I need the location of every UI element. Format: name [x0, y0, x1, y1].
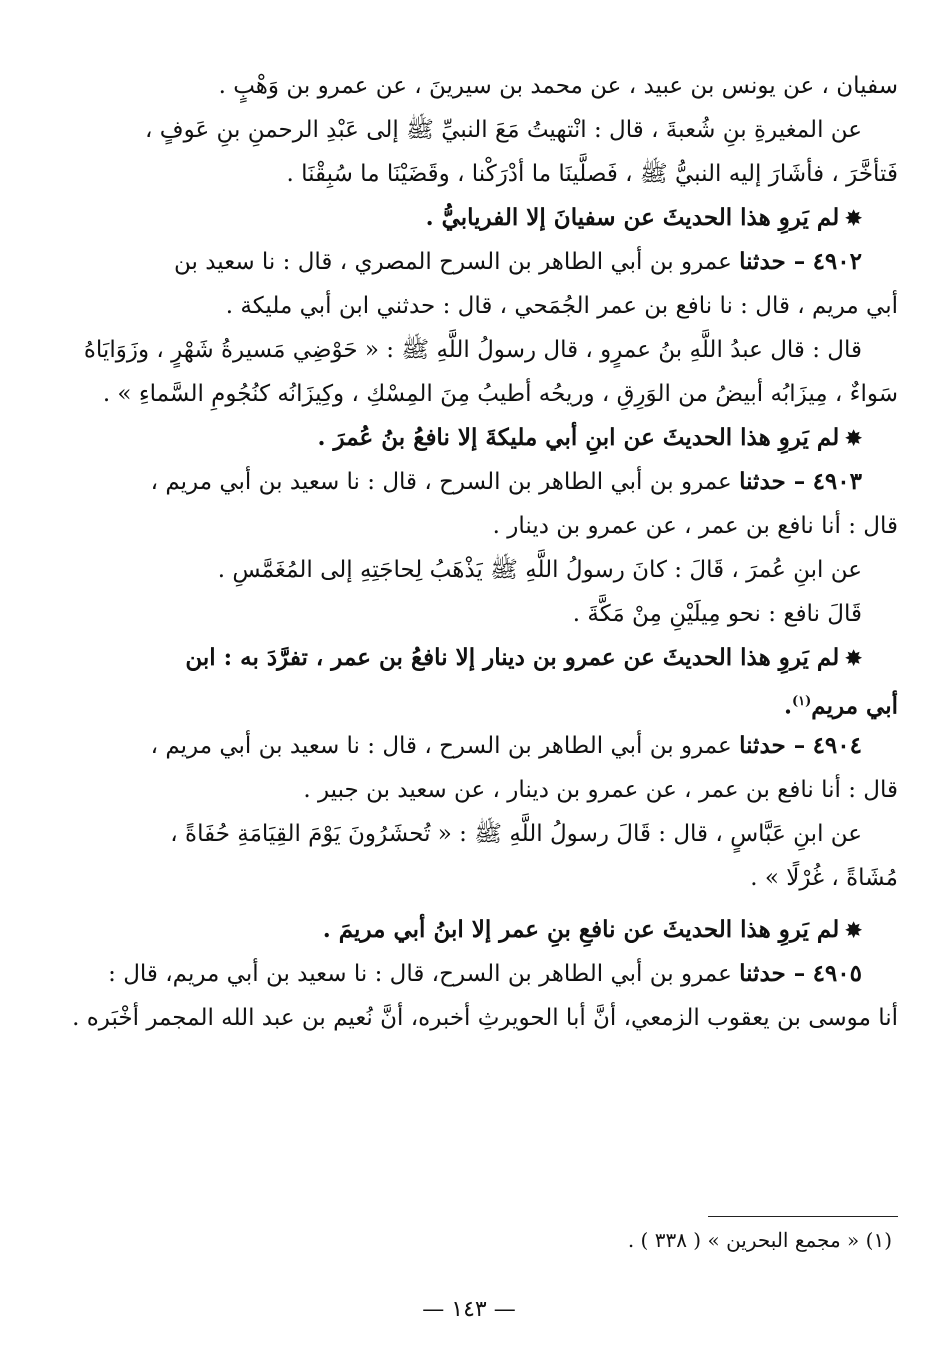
- hadith-heading-4904: [62, 724, 898, 768]
- hadith-chain: عمرو بن أبي الطاهر بن السرح، قال : نا سعيد بن أبي مريم، قال :: [108, 961, 732, 987]
- hadith-lead: – حدثنا: [739, 732, 806, 759]
- hadith-lead: – حدثنا: [739, 248, 806, 275]
- text-line-17: قال : أنا نافع بن عمر ، عن عمرو بن دينار ، عن سعيد بن جبير .: [303, 777, 898, 803]
- commentary-note-3: [62, 636, 898, 680]
- text-line-1: سفيان ، عن يونس بن عبيد ، عن محمد بن سيرينَ ، عن عمرو بن وَهْبٍ .: [218, 73, 898, 99]
- text-line-13: قَالَ نافع : نحو مِيلَيْنِ مِنْ مَكَّةَ .: [572, 601, 862, 627]
- hadith-lead: – حدثنا: [739, 960, 806, 987]
- commentary-note-1: [62, 196, 898, 240]
- text-line-19: مُشَاةً ، غُرْلًا » .: [750, 865, 898, 891]
- note-text: لم يَروِ هذا الحديثَ عن نافعِ بنِ عمر إلا ابنُ أبي مريمَ .: [322, 916, 840, 943]
- text-line-11: قال : أنا نافع بن عمر ، عن عمرو بن دينار .: [492, 513, 898, 539]
- text-line-3: فَتأخَّرَ ، فأشَارَ إليه النبيُّ ﷺ ، فَصلَّينَا ما أدْرَكْنا ، وقَضَيْنَا ما سُبِقْنَا .: [286, 161, 898, 187]
- footnote-marker[interactable]: (١): [792, 694, 812, 709]
- commentary-note-3-continued: [62, 680, 898, 724]
- note-text: لم يَروِ هذا الحديثَ عن سفيانَ إلا الفريابيُّ .: [425, 204, 840, 231]
- hadith-heading-4903: [62, 460, 898, 504]
- text-line-7: قال : قال عبدُ اللَّهِ بنُ عمرٍو ، قال رسولُ اللَّهِ ﷺ : « حَوْضِي مَسيرةُ شَهْرٍ ، وزَوَايَاهُ: [83, 337, 862, 363]
- hadith-chain: عمرو بن أبي الطاهر بن السرح المصري ، قال : نا سعيد بن: [174, 249, 732, 275]
- footnote-divider: [708, 1216, 898, 1217]
- hadith-number: ٤٩٠٤: [812, 732, 862, 759]
- text-line-18: عن ابنِ عَبَّاسٍ ، قال : قَالَ رسولُ اللَّهِ ﷺ : « تُحشَرُونَ يَوْمَ القِيَامَةِ حُفَاةً ،: [170, 821, 862, 847]
- text-line-22: أنا موسى بن يعقوب الزمعي، أنَّ أبا الحويرثِ أخبره، أنَّ نُعيم بن عبد الله المجمر أخْبَره .: [72, 1005, 898, 1031]
- page-number: — ١٤٣ —: [422, 1297, 516, 1322]
- star-icon: ✸: [845, 206, 862, 230]
- hadith-chain: عمرو بن أبي الطاهر بن السرح ، قال : نا سعيد بن أبي مريم ،: [150, 733, 732, 759]
- hadith-chain: عمرو بن أبي الطاهر بن السرح ، قال : نا سعيد بن أبي مريم ،: [150, 469, 732, 495]
- star-icon: ✸: [845, 646, 862, 670]
- commentary-note-2: [62, 416, 898, 460]
- star-icon: ✸: [845, 426, 862, 450]
- hadith-number: ٤٩٠٥: [812, 960, 862, 987]
- text-line-12: عن ابنِ عُمرَ ، قَالَ : كانَ رسولُ اللَّهِ ﷺ يَذْهَبُ لِحاجَتِهِ إلى المُغَمَّسِ .: [217, 557, 862, 583]
- note-text: لم يَروِ هذا الحديثَ عن ابنِ أبي مليكةَ إلا نافعُ بنُ عُمرَ .: [317, 424, 840, 451]
- note-end: .: [783, 692, 792, 720]
- main-text: [62, 64, 898, 1040]
- text-line-2: عن المغيرةِ بنِ شُعبةَ ، قال : انْتهيتُ مَعَ النبيِّ ﷺ إلى عَبْدِ الرحمنِ بنِ عَوفٍ ،: [145, 117, 862, 143]
- hadith-number: ٤٩٠٣: [812, 468, 862, 495]
- note-text: أبي مريم: [811, 692, 898, 720]
- spacer: [62, 900, 898, 908]
- text-line-6: أبي مريم ، قال : نا نافع بن عمر الجُمَحي ، قال : حدثني ابن أبي مليكة .: [225, 293, 898, 319]
- hadith-heading-4905: [62, 952, 898, 996]
- hadith-heading-4902: [62, 240, 898, 284]
- commentary-note-4: [62, 908, 898, 952]
- text-line-8: سَواءٌ ، مِيزَابُه أبيضُ من الوَرِقِ ، وريحُه أطيبُ مِنَ المِسْكِ ، وكِيزَانُه كنُجُومِ السَّماءِ » .: [102, 381, 898, 407]
- hadith-number: ٤٩٠٢: [812, 248, 862, 275]
- footnote: (١) « مجمع البحرين » ( ٣٣٨ ) .: [627, 1228, 892, 1252]
- star-icon: ✸: [845, 918, 862, 942]
- note-text: لم يَروِ هذا الحديثَ عن عمرو بن دينار إلا نافعُ بن عمر ، تفرَّدَ به : ابن: [185, 644, 840, 671]
- hadith-lead: – حدثنا: [739, 468, 806, 495]
